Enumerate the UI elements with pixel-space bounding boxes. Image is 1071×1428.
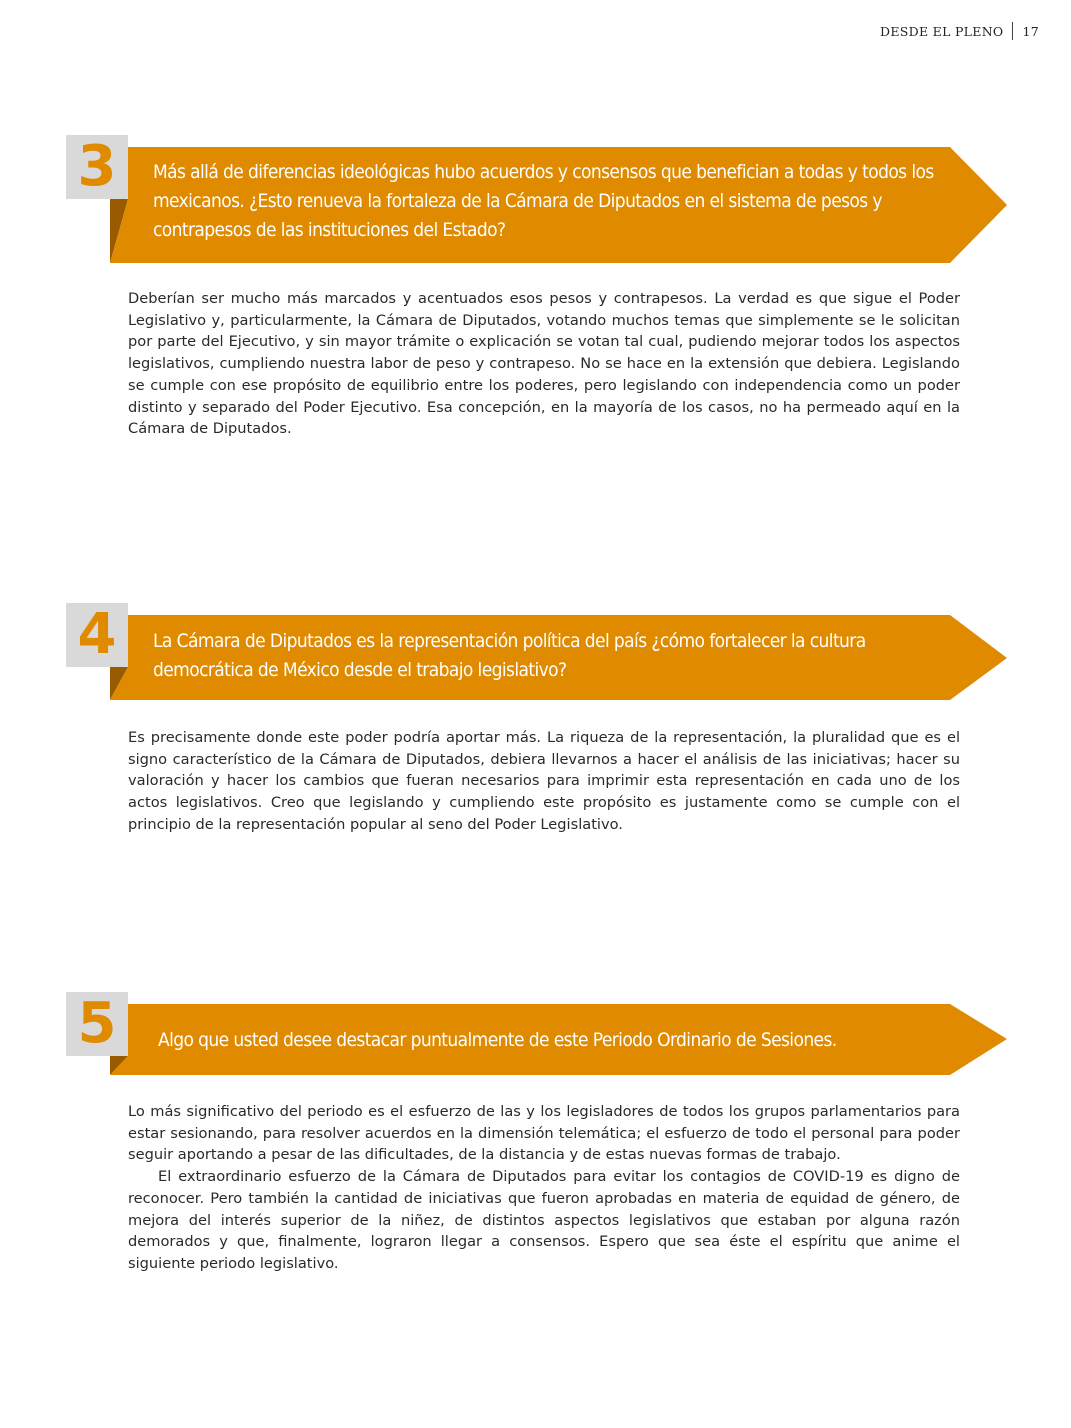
question-block-5 bbox=[0, 992, 1071, 1077]
question-block-3 bbox=[0, 135, 1071, 265]
answer-5-paragraph-2: El extraordinario esfuerzo de la Cámara de Diputados para evitar los contagios de COVID-19 es digno de reconocer. Pero también la cantidad de iniciativas que fueron aprobadas en materia de equidad de género, de mejora del interés superior de la niñez, de distintos aspectos legislativos que estaban por alguna razón demorados y que, finalmente, lograron llegar a consensos. Espero que sea éste el espíritu que anime el siguiente periodo legislativo. bbox=[128, 1168, 960, 1272]
answer-4 bbox=[128, 727, 960, 836]
answer-3-paragraph-1: Deberían ser mucho más marcados y acentuados esos pesos y contrapesos. La verdad es que sigue el Poder Legislativo y, particularmente, la Cámara de Diputados, votando muchos temas que simplemente se le solicitan por parte del Ejecutivo, y sin mayor trámite o explicación se votan tal cual, pudiendo mejorar todos los aspectos legislativos, cumpliendo nuestra labor de peso y contrapeso. No se hace en la extensión que debiera. Legislando se cumple con ese propósito de equilibrio entre los poderes, pero legislando con independencia como un poder distinto y separado del Poder Ejecutivo. Esa concepción, en la mayoría de los casos, no ha permeado aquí en la Cámara de Diputados. bbox=[128, 290, 960, 438]
question-text-3: Más allá de diferencias ideológicas hubo acuerdos y consensos que benefician a todas y todos los mexicanos. ¿Esto renueva la fortaleza de la Cámara de Diputados en el sistema de pesos y contrapesos de las instituciones del Estado? bbox=[153, 161, 934, 241]
question-number-5: 5 bbox=[66, 992, 128, 1056]
answer-3 bbox=[128, 288, 960, 440]
question-text-4: La Cámara de Diputados es la representación política del país ¿cómo fortalecer la cultura democrática de México desde el trabajo legislativo? bbox=[153, 630, 866, 681]
question-text-5: Algo que usted desee destacar puntualmente de este Periodo Ordinario de Sesiones. bbox=[158, 1029, 837, 1051]
question-number-3: 3 bbox=[66, 135, 128, 199]
answer-5-paragraph-1: Lo más significativo del periodo es el esfuerzo de las y los legisladores de todos los grupos parlamentarios para estar sesionando, para resolver acuerdos en la dimensión telemática; el esfuerzo de todo el personal para poder seguir aportando a pesar de las dificultades, de la distancia y de estas nuevas formas de trabajo. bbox=[128, 1103, 960, 1164]
question-block-4 bbox=[0, 603, 1071, 703]
running-head bbox=[880, 22, 1039, 40]
header-divider bbox=[1012, 22, 1013, 40]
answer-4-paragraph-1: Es precisamente donde este poder podría aportar más. La riqueza de la representación, la pluralidad que es el signo característico de la Cámara de Diputados, debiera llevarnos a hacer el análisis de las iniciativas; hacer su valoración y hacer los cambios que fueran necesarios para imprimir esta representación en cada uno de los actos legislativos. Creo que legislando y cumpliendo este propósito es justamente como se cumple con el principio de la representación popular al seno del Poder Legislativo. bbox=[128, 729, 960, 833]
page-number: 17 bbox=[1022, 23, 1039, 39]
section-title: DESDE EL PLENO bbox=[880, 23, 1004, 39]
answer-5 bbox=[128, 1101, 960, 1275]
question-number-4: 4 bbox=[66, 603, 128, 667]
